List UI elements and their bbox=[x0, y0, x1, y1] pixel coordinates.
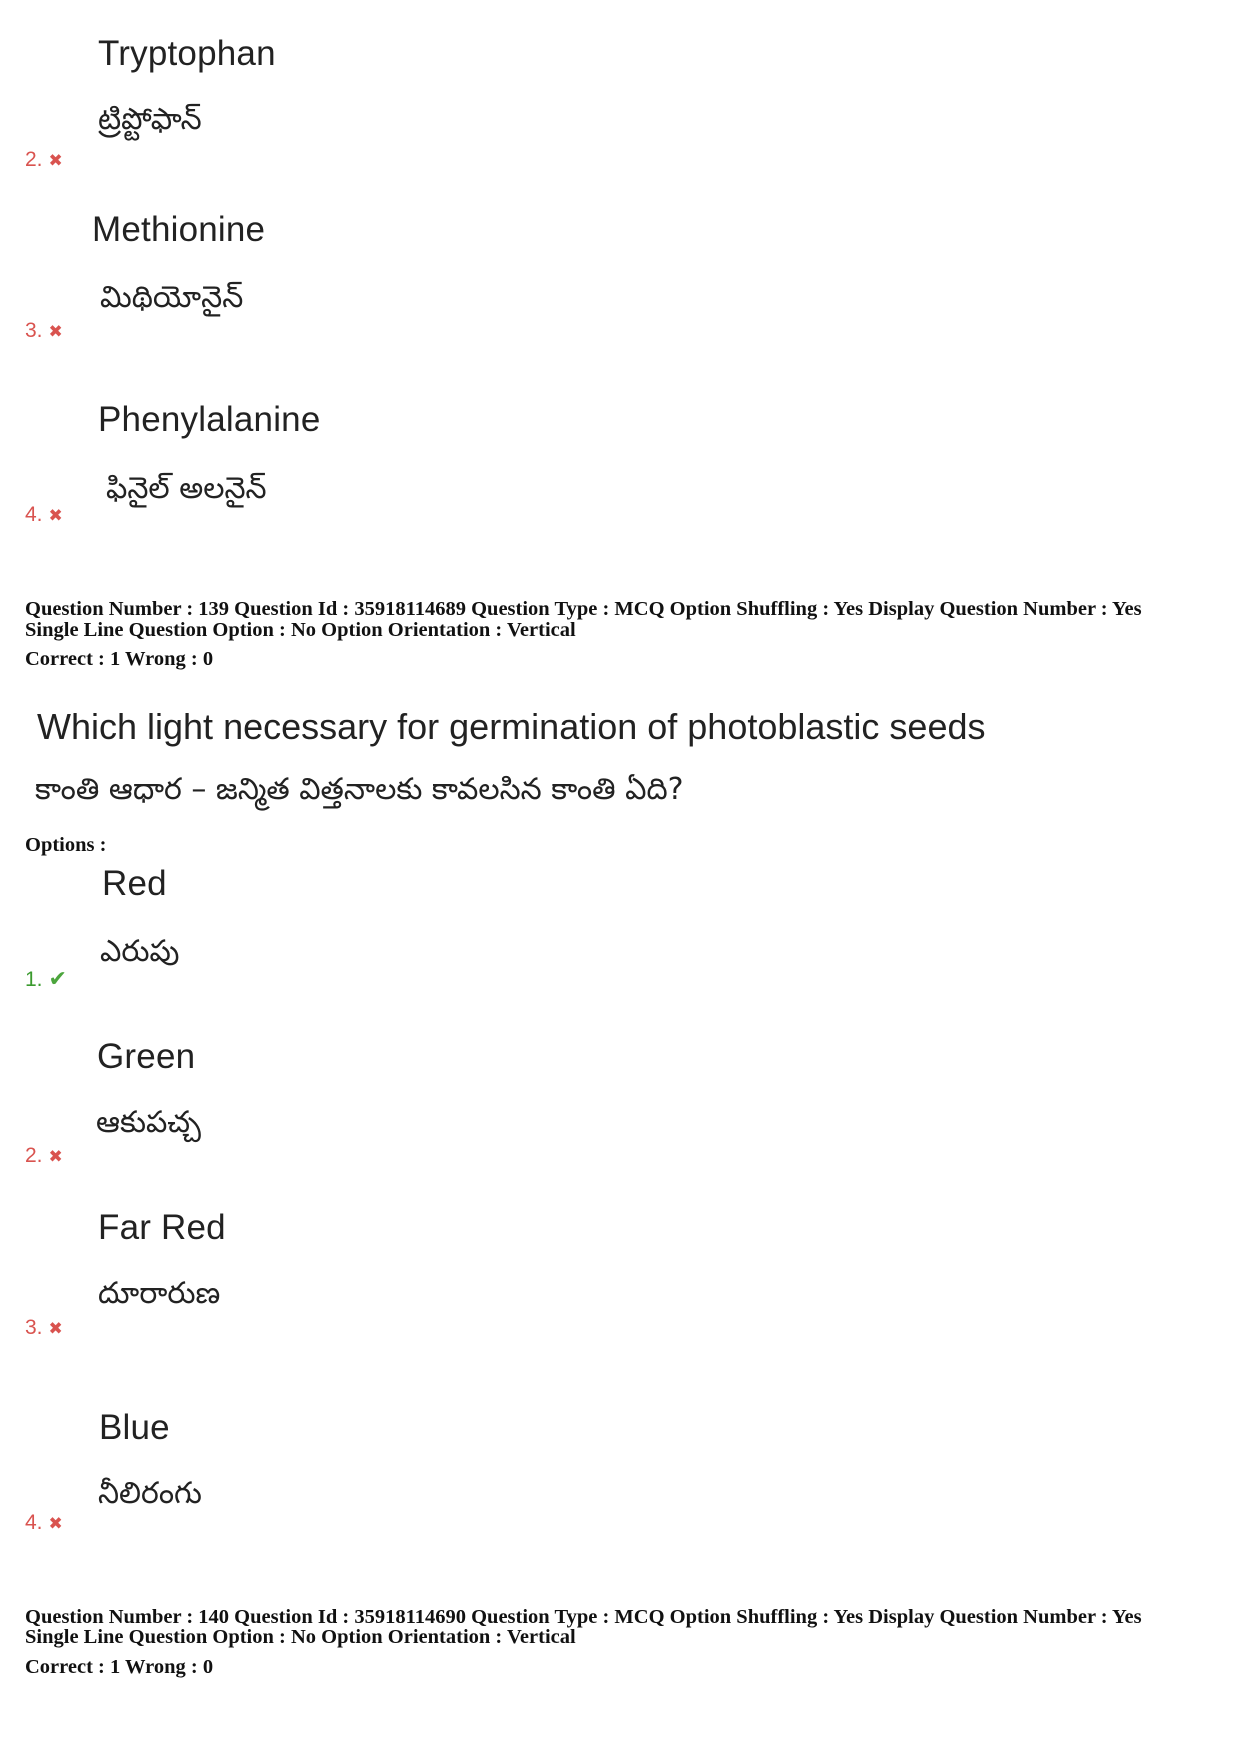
option-text-te: ఫినైల్ అలనైన్ bbox=[106, 471, 267, 506]
option-text-te: ఎరుపు bbox=[100, 934, 180, 969]
option-number-row bbox=[25, 148, 63, 172]
option-text-te: ట్రిప్టోఫాన్ bbox=[98, 102, 202, 137]
cross-icon: ✖ bbox=[48, 506, 63, 525]
option-number-row bbox=[25, 1511, 63, 1535]
option-number-row bbox=[25, 319, 63, 343]
cross-icon: ✖ bbox=[48, 322, 63, 341]
option-text-en: Phenylalanine bbox=[98, 400, 321, 439]
option-text-en: Blue bbox=[99, 1408, 170, 1447]
question-text-te: కాంతి ఆధార – జన్మిత విత్తనాలకు కావలసిన కాంతి ఏది? bbox=[35, 772, 684, 807]
option-text-en: Tryptophan bbox=[98, 34, 276, 73]
option-number: 1. bbox=[25, 968, 43, 991]
question-meta-line: Single Line Question Option : No Option Orientation : Vertical bbox=[25, 1626, 576, 1648]
option-text-te: నీలిరంగు bbox=[98, 1476, 202, 1511]
option-text-en: Methionine bbox=[92, 210, 266, 249]
option-text-te: ఆకుపచ్చ bbox=[96, 1105, 201, 1140]
option-number: 2. bbox=[25, 1144, 43, 1167]
option-number: 4. bbox=[25, 503, 43, 526]
option-number: 2. bbox=[25, 148, 43, 171]
option-number-row bbox=[25, 503, 63, 527]
option-number-row bbox=[25, 966, 67, 992]
option-number-row bbox=[25, 1144, 63, 1168]
option-text-te: మిథియోనైన్ bbox=[100, 280, 244, 315]
cross-icon: ✖ bbox=[48, 1319, 63, 1338]
options-label: Options : bbox=[25, 834, 107, 856]
question-meta-line: Single Line Question Option : No Option Orientation : Vertical bbox=[25, 619, 576, 641]
cross-icon: ✖ bbox=[48, 1514, 63, 1533]
option-number-row bbox=[25, 1316, 63, 1340]
question-meta-line: Question Number : 140 Question Id : 35918114690 Question Type : MCQ Option Shuffling : Yes Display Question Number : Yes bbox=[25, 1606, 1142, 1628]
option-text-en: Red bbox=[102, 864, 167, 903]
option-number: 3. bbox=[25, 1316, 43, 1339]
option-number: 4. bbox=[25, 1511, 43, 1534]
question-text-en: Which light necessary for germination of photoblastic seeds bbox=[37, 706, 986, 747]
question-score: Correct : 1 Wrong : 0 bbox=[25, 1656, 214, 1678]
cross-icon: ✖ bbox=[48, 151, 63, 170]
cross-icon: ✖ bbox=[48, 1147, 63, 1166]
question-score: Correct : 1 Wrong : 0 bbox=[25, 648, 214, 670]
question-meta-line: Question Number : 139 Question Id : 35918114689 Question Type : MCQ Option Shuffling : Yes Display Question Number : Yes bbox=[25, 598, 1142, 620]
option-text-te: దూరారుణ bbox=[98, 1276, 221, 1311]
option-text-en: Green bbox=[97, 1037, 196, 1076]
check-icon: ✔ bbox=[48, 966, 67, 991]
option-number: 3. bbox=[25, 319, 43, 342]
option-text-en: Far Red bbox=[98, 1208, 226, 1247]
